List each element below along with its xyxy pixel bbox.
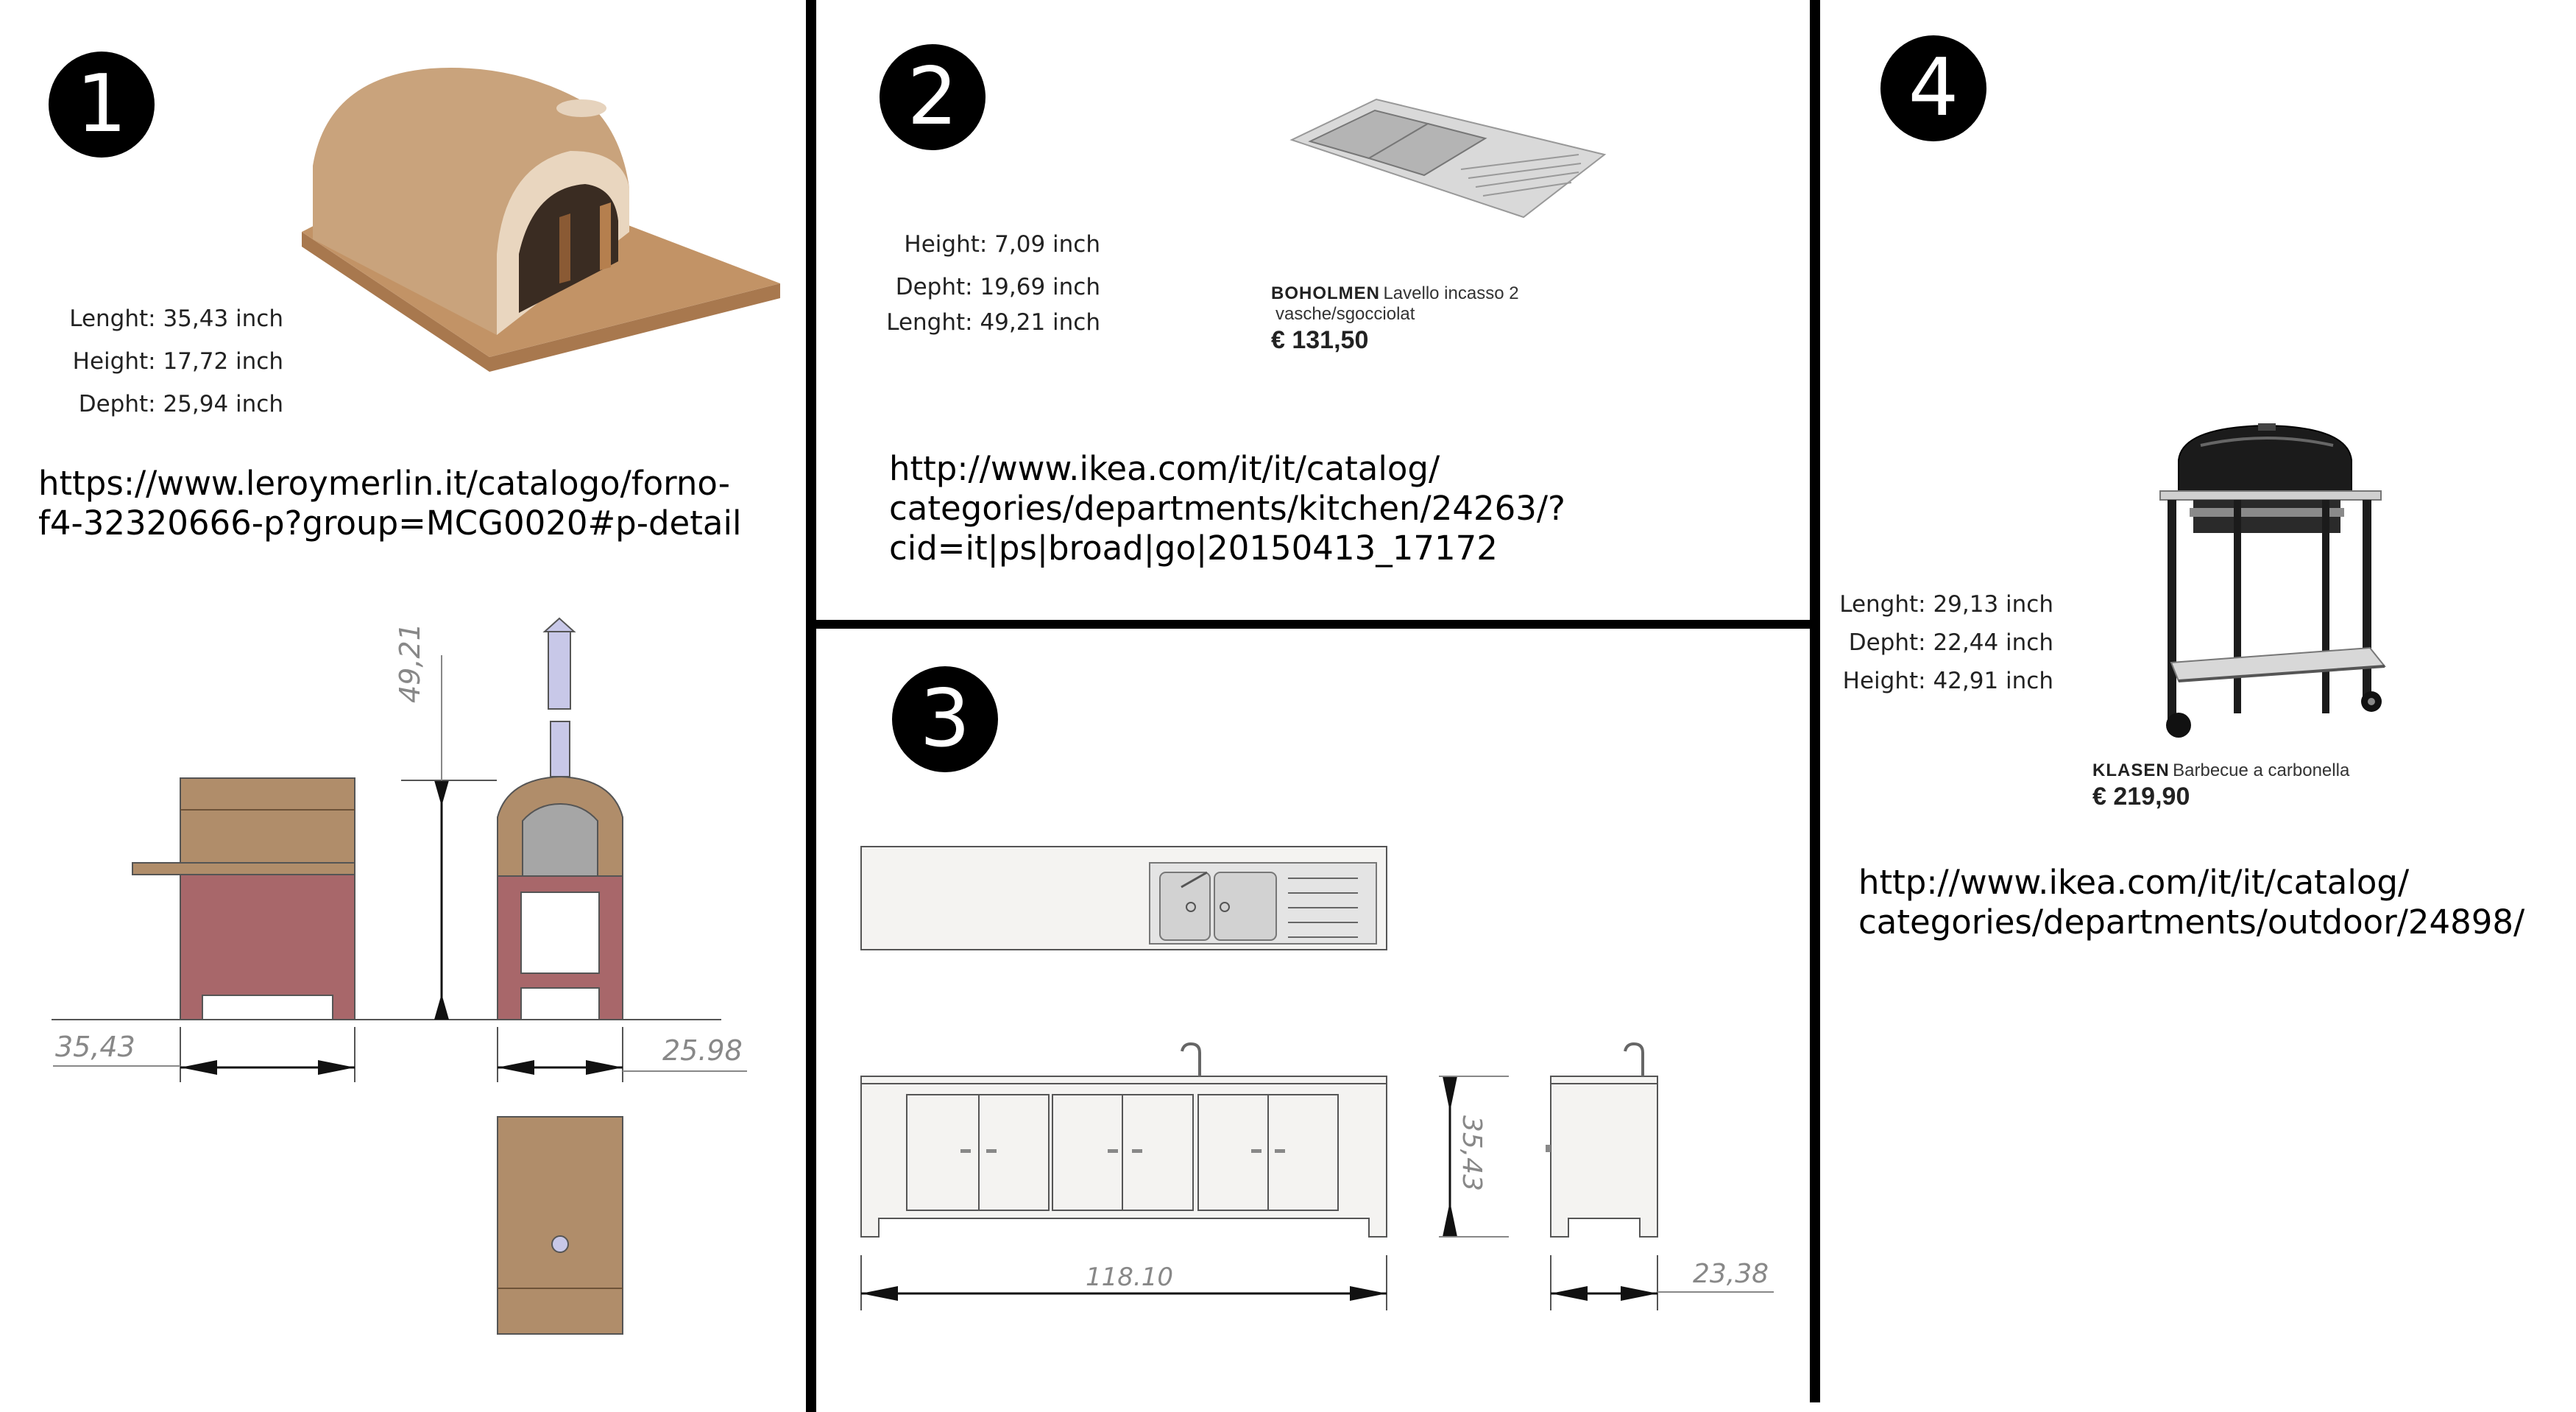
url-line: categories/departments/kitchen/24263/?: [889, 489, 1565, 528]
product-name: BOHOLMEN: [1271, 283, 1380, 303]
panel-2-number: 2: [880, 44, 986, 150]
url-line: categories/departments/outdoor/24898/: [1858, 903, 2525, 942]
dimension-depth: Depht: 22,44 inch: [1848, 629, 2053, 656]
product-price: € 219,90: [2092, 783, 2190, 811]
panel-4-number: 4: [1880, 35, 1986, 141]
dimension-height: Height: 17,72 inch: [72, 348, 283, 375]
product-price: € 131,50: [1271, 326, 1369, 354]
dimension-height: Height: 42,91 inch: [1842, 668, 2053, 694]
panel-1-number: 1: [49, 52, 155, 158]
oven-height-label: 49,21: [394, 623, 426, 703]
panel-4-dimensions: [1825, 585, 2053, 700]
dimension-length: Lenght: 49,21 inch: [886, 309, 1100, 336]
product-desc-2: vasche/sgocciolat: [1275, 304, 1415, 324]
dimension-length: Lenght: 35,43 inch: [69, 306, 283, 332]
product-name: KLASEN: [2092, 760, 2170, 780]
product-desc: Lavello incasso 2: [1383, 283, 1519, 303]
counter-length-label: 35,43: [55, 1031, 135, 1063]
oven-depth-label: 25.98: [662, 1034, 743, 1067]
dimension-depth: Depht: 25,94 inch: [78, 391, 283, 417]
url-line: https://www.leroymerlin.it/catalogo/forno-: [38, 464, 730, 503]
panel-4-url[interactable]: [1858, 863, 2565, 942]
url-line: f4-32320666-p?group=MCG0020#p-detail: [38, 504, 742, 543]
url-line: cid=it|ps|broad|go|20150413_17172: [889, 529, 1498, 568]
barbecue-product-card: [2092, 760, 2349, 811]
panel-3-number: 3: [892, 666, 998, 772]
dimension-depth: Depht: 19,69 inch: [895, 274, 1100, 300]
product-desc: Barbecue a carbonella: [2173, 760, 2350, 780]
url-line: http://www.ikea.com/it/it/catalog/: [1858, 863, 2410, 902]
cabinet-length-label: 118.10: [1086, 1263, 1173, 1292]
barbecue-illustration: [2149, 423, 2392, 740]
cabinet-height-label: 35,43: [1457, 1115, 1487, 1192]
dimension-length: Lenght: 29,13 inch: [1839, 591, 2053, 618]
url-line: http://www.ikea.com/it/it/catalog/: [889, 449, 1440, 488]
divider-right: [1810, 0, 1820, 1402]
cabinet-depth-label: 23,38: [1693, 1259, 1769, 1289]
dimension-height: Height: 7,09 inch: [904, 231, 1100, 258]
